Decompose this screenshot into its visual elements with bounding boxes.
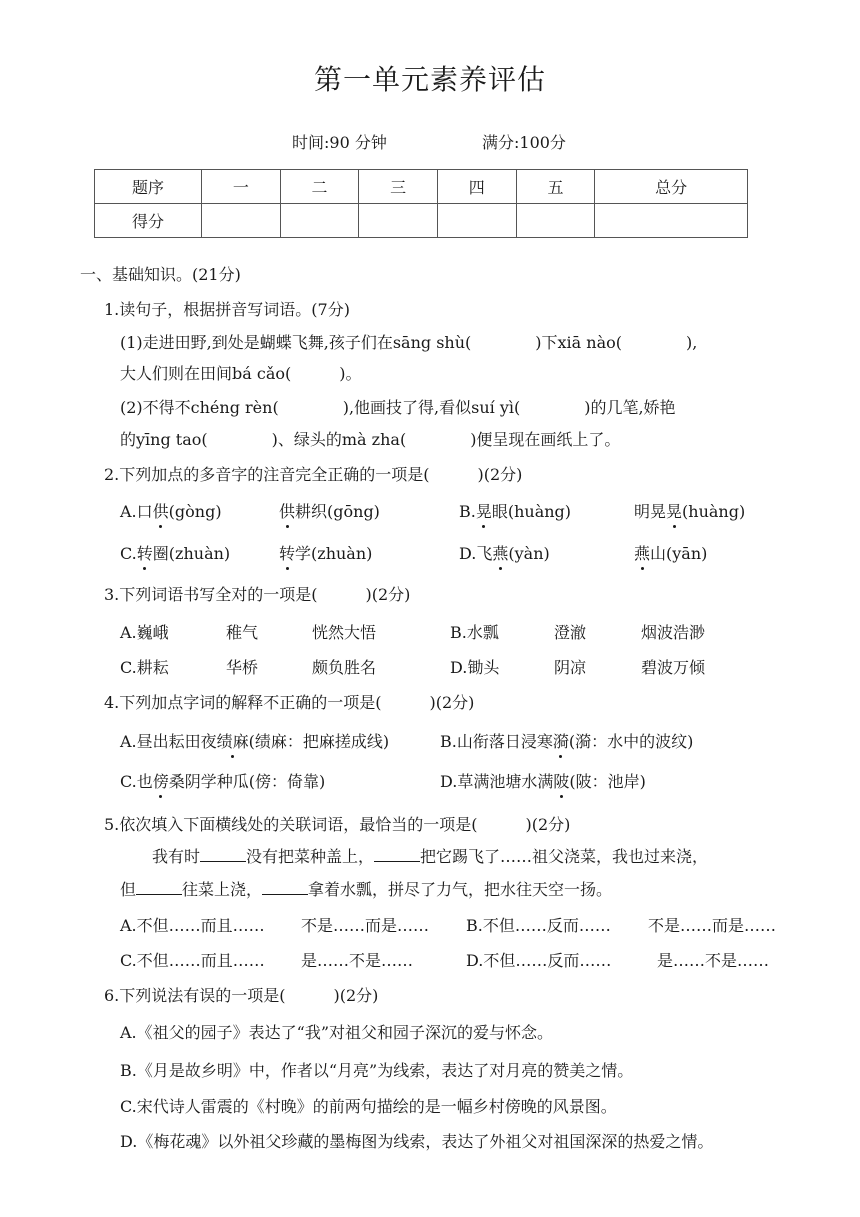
text: 耕织(gōng) xyxy=(295,502,380,521)
text: (gòng) xyxy=(168,502,222,521)
q3-word: A.巍峨 xyxy=(120,623,169,642)
q3-word: C.耕耘 xyxy=(120,658,169,677)
text: B.山衔落日浸寒 xyxy=(440,732,553,751)
q5-passage-line-2 xyxy=(120,877,612,900)
score-header-cell: 四 xyxy=(437,170,516,204)
q2-option-c-2 xyxy=(279,541,372,564)
text: D.飞 xyxy=(459,544,493,563)
score-cell xyxy=(359,204,438,238)
text: 学(zhuàn) xyxy=(295,544,373,563)
page-title: 第一单元素养评估 xyxy=(313,63,546,96)
score-header-cell: 一 xyxy=(202,170,281,204)
q5-option: 不是……而是…… xyxy=(648,916,777,935)
text: (绩麻：把麻搓成线) xyxy=(248,732,390,751)
text: A.昼出耘田夜 xyxy=(120,732,217,751)
q1-line-1: (1)走进田野,到处是蝴蝶飞舞,孩子们在sāng shù( )下xiā nào( ), xyxy=(120,333,698,352)
q3-word: 澄澈 xyxy=(554,623,587,642)
full-score: 满分:100分 xyxy=(482,133,566,152)
dotted-char: 供 xyxy=(153,499,169,522)
fill-blank[interactable] xyxy=(262,878,308,895)
q3-word: D.锄头 xyxy=(450,658,500,677)
q4-option-c xyxy=(120,769,325,792)
q2-option-d-2 xyxy=(634,541,707,564)
q1-line-3: (2)不得不chéng rèn( ),他画技了得,看似suí yì( )的几笔,娇艳 xyxy=(120,398,676,417)
q6-stem: 6.下列说法有误的一项是( )(2分) xyxy=(104,986,379,1005)
text: (huàng) xyxy=(682,502,746,521)
score-header-cell: 题序 xyxy=(95,170,202,204)
q5-option: 是……不是…… xyxy=(657,951,770,970)
text: 把它踢飞了……祖父浇菜，我也过来浇， xyxy=(420,847,709,866)
q1-line-2: 大人们则在田间bá cǎo( )。 xyxy=(120,364,362,383)
score-header-cell: 三 xyxy=(359,170,438,204)
score-cell xyxy=(280,204,359,238)
dotted-char: 傍 xyxy=(153,769,169,792)
q5-option: C.不但……而且…… xyxy=(120,951,265,970)
score-table-score-row xyxy=(95,204,748,238)
q6-option-b: B.《月是故乡明》中，作者以“月亮”为线索，表达了对月亮的赞美之情。 xyxy=(120,1061,634,1080)
q3-word: 恍然大悟 xyxy=(312,623,377,642)
q2-option-c-1 xyxy=(120,541,230,564)
dotted-char: 供 xyxy=(279,499,295,522)
q5-passage-line-1 xyxy=(152,844,708,867)
score-cell xyxy=(437,204,516,238)
q6-option-a: A.《祖父的园子》表达了“我”对祖父和园子深沉的爱与怀念。 xyxy=(120,1023,554,1042)
q2-stem: 2.下列加点的多音字的注音完全正确的一项是( )(2分) xyxy=(104,465,523,484)
q6-option-d: D.《梅花魂》以外祖父珍藏的墨梅图为线索，表达了外祖父对祖国深深的热爱之情。 xyxy=(120,1132,714,1151)
q3-stem: 3.下列词语书写全对的一项是( )(2分) xyxy=(104,585,411,604)
section-1-heading: 一、基础知识。(21分) xyxy=(80,265,241,284)
fill-blank[interactable] xyxy=(136,878,182,895)
q5-option: A.不但……而且…… xyxy=(120,916,265,935)
q2-option-a-2 xyxy=(279,499,380,522)
q1-stem: 1.读句子，根据拼音写词语。(7分) xyxy=(104,300,350,319)
text: C.也 xyxy=(120,772,153,791)
dotted-char: 燕 xyxy=(634,541,650,564)
text: 我有时 xyxy=(152,847,201,866)
q3-word: 稚气 xyxy=(226,623,259,642)
text: 但 xyxy=(120,880,137,899)
q3-word: 烟波浩渺 xyxy=(641,623,706,642)
score-header-cell: 五 xyxy=(516,170,595,204)
text: 往菜上浇， xyxy=(182,880,263,899)
text: 眼(huàng) xyxy=(491,502,572,521)
q2-option-b-2 xyxy=(634,499,745,522)
score-table xyxy=(94,169,748,238)
dotted-char: 漪 xyxy=(553,729,569,752)
q5-stem: 5.依次填入下面横线处的关联词语，最恰当的一项是( )(2分) xyxy=(104,815,571,834)
text: D.草满池塘水满 xyxy=(440,772,554,791)
q4-option-b xyxy=(440,729,693,752)
dotted-word: 绩麻 xyxy=(217,729,249,752)
dotted-char: 晃 xyxy=(666,499,682,522)
q4-stem: 4.下列加点字词的解释不正确的一项是( )(2分) xyxy=(104,693,475,712)
exam-time: 时间:90 分钟 xyxy=(292,133,387,152)
score-cell xyxy=(202,204,281,238)
q3-word: 颇负胜名 xyxy=(312,658,377,677)
text: (陂：池岸) xyxy=(569,772,646,791)
score-row-label: 得分 xyxy=(95,204,202,238)
text: 没有把菜种盖上， xyxy=(246,847,375,866)
q2-option-d-1 xyxy=(459,541,550,564)
q1-line-4: 的yīng tao( )、绿头的mà zha( )便呈现在画纸上了。 xyxy=(120,430,621,449)
q4-option-a xyxy=(120,729,389,752)
text: 明晃 xyxy=(634,502,667,521)
q4-option-d xyxy=(440,769,646,792)
dotted-char: 燕 xyxy=(492,541,508,564)
text: 山(yān) xyxy=(650,544,708,563)
q3-word: 碧波万倾 xyxy=(641,658,706,677)
q5-option: B.不但……反而…… xyxy=(466,916,611,935)
q5-option: D.不但……反而…… xyxy=(466,951,612,970)
q5-option: 是……不是…… xyxy=(301,951,414,970)
text: C. xyxy=(120,544,137,563)
dotted-char: 晃 xyxy=(476,499,492,522)
text: 拿着水瓢，拼尽了力气，把水往天空一扬。 xyxy=(308,880,613,899)
fill-blank[interactable] xyxy=(200,845,246,862)
text: (yàn) xyxy=(508,544,550,563)
score-header-cell: 总分 xyxy=(595,170,748,204)
dotted-char: 转 xyxy=(279,541,295,564)
score-table-header-row xyxy=(95,170,748,204)
dotted-char: 转 xyxy=(137,541,153,564)
q5-option: 不是……而是…… xyxy=(301,916,430,935)
fill-blank[interactable] xyxy=(374,845,420,862)
text: B. xyxy=(459,502,476,521)
q3-word: 阴凉 xyxy=(554,658,587,677)
score-cell xyxy=(516,204,595,238)
q6-option-c: C.宋代诗人雷震的《村晚》的前两句描绘的是一幅乡村傍晚的风景图。 xyxy=(120,1097,617,1116)
text: 桑阴学种瓜(傍：倚靠) xyxy=(168,772,326,791)
text: (漪：水中的波纹) xyxy=(568,732,694,751)
q3-word: B.水瓢 xyxy=(450,623,499,642)
q3-word: 华桥 xyxy=(226,658,259,677)
dotted-char: 陂 xyxy=(553,769,569,792)
score-header-cell: 二 xyxy=(280,170,359,204)
score-cell xyxy=(595,204,748,238)
q2-option-a-1 xyxy=(120,499,222,522)
q2-option-b-1 xyxy=(459,499,571,522)
text: 圈(zhuàn) xyxy=(152,544,231,563)
text: A.口 xyxy=(120,502,153,521)
